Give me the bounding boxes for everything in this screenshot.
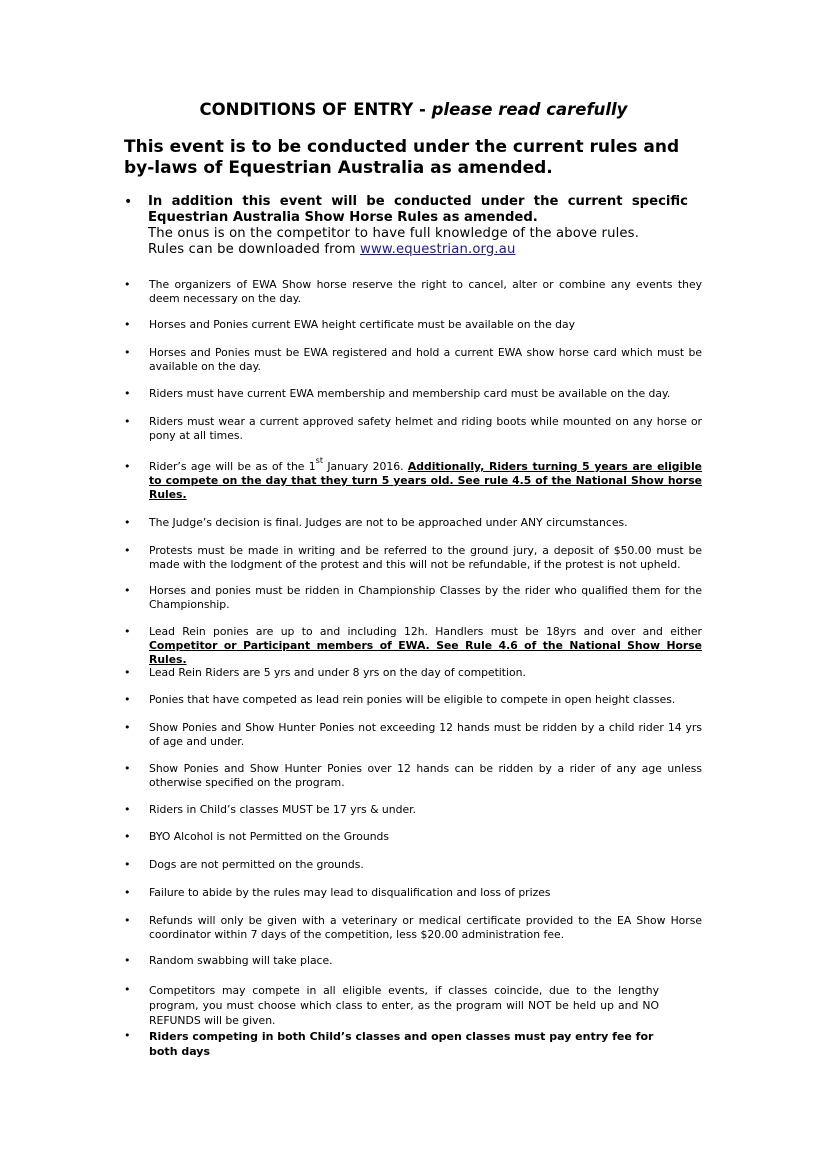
bullet-icon: • (124, 318, 131, 331)
list-item-text: Refunds will only be given with a veterinary or medical certificate provided to the EA Show Horse coordinator within 7 days of the competition, less $20.00 administration fee. (149, 914, 702, 941)
list-item-text: Horses and Ponies current EWA height certificate must be available on the day (149, 318, 576, 331)
bullet-icon: • (124, 803, 131, 816)
age-rule-date: January 2016. (322, 460, 408, 473)
title-main: CONDITIONS OF ENTRY - (199, 100, 432, 119)
list-item-text: Riders must wear a current approved safety helmet and riding boots while mounted on any horse or pony at all times. (149, 415, 702, 442)
bullet-icon: • (124, 1029, 131, 1042)
bullet-icon: • (124, 194, 133, 210)
intro-bold-text: In addition this event will be conducted under the current specific Equestrian Australia Show Horse Rules as amended. (148, 194, 688, 225)
list-item-text: The organizers of EWA Show horse reserve the right to cancel, alter or combine any events they deem necessary on the day. (149, 278, 702, 305)
ordinal-suffix: st (315, 456, 323, 466)
bullet-icon: • (124, 625, 131, 638)
bullet-icon: • (124, 516, 131, 529)
bullet-icon: • (124, 983, 131, 996)
bullet-icon: • (124, 584, 131, 597)
bullet-icon: • (124, 346, 131, 359)
lead-rein-text: Lead Rein ponies are up to and including 12h. Handlers must be 18yrs and over and either (149, 625, 702, 638)
age-rule-text: Rider’s age will be as of the 1 (149, 460, 316, 473)
bullet-icon: • (124, 830, 131, 843)
list-item-text: Ponies that have competed as lead rein ponies will be eligible to compete in open height classes. (149, 693, 676, 706)
list-item-text: Horses and ponies must be ridden in Championship Classes by the rider who qualified them for the Championship. (149, 584, 702, 611)
bullet-icon: • (124, 544, 131, 557)
age-rule-emphasis: Additionally, Riders turning 5 years are eligible to compete on the day that they turn 5 years old. See rule 4.5 of the National Show horse Rules. (149, 460, 702, 501)
bullet-icon: • (124, 954, 131, 967)
list-item-text: Horses and Ponies must be EWA registered and hold a current EWA show horse card which must be available on the day. (149, 346, 702, 373)
list-item-text: Riders competing in both Child’s classes and open classes must pay entry fee for both days (149, 1030, 654, 1058)
list-item-text: Lead Rein Riders are 5 yrs and under 8 yrs on the day of competition. (149, 666, 526, 679)
bullet-icon: • (124, 415, 131, 428)
title-emphasis: please read carefully (431, 100, 628, 119)
intro-line-1: The onus is on the competitor to have full knowledge of the above rules. (148, 226, 640, 241)
intro-line-2: Rules can be downloaded from (148, 242, 361, 257)
bullet-icon: • (124, 721, 131, 734)
bullet-icon: • (124, 278, 131, 291)
list-item-text: Protests must be made in writing and be referred to the ground jury, a deposit of $50.00 must be made with the lodgment of the protest and this will not be refundable, if the protest is not upheld. (149, 544, 702, 571)
list-item-text: Dogs are not permitted on the grounds. (149, 858, 364, 871)
list-item-text: Show Ponies and Show Hunter Ponies over 12 hands can be ridden by a rider of any age unless otherwise specified on the program. (149, 762, 702, 789)
bullet-icon: • (124, 666, 131, 679)
list-item-text: Failure to abide by the rules may lead to disqualification and loss of prizes (149, 886, 551, 899)
list-item-text: BYO Alcohol is not Permitted on the Grounds (149, 830, 390, 843)
bullet-icon: • (124, 762, 131, 775)
bullet-icon: • (124, 886, 131, 899)
equestrian-website-link[interactable]: www.equestrian.org.au (360, 242, 516, 257)
list-item-text: Riders in Child’s classes MUST be 17 yrs & under. (149, 803, 416, 816)
list-item-text (149, 456, 702, 502)
bullet-icon: • (124, 460, 131, 473)
bullet-icon: • (124, 858, 131, 871)
page-subtitle: This event is to be conducted under the current rules and by-laws of Equestrian Australia as amended. (124, 137, 680, 178)
list-item-text (149, 625, 702, 667)
list-item-text: Competitors may compete in all eligible events, if classes coincide, due to the lengthy program, you must choose which class to enter, as the program will NOT be held up and NO REFUNDS will be given. (149, 984, 659, 1027)
list-item-text: Riders must have current EWA membership and membership card must be available on the day. (149, 387, 671, 400)
bullet-icon: • (124, 914, 131, 927)
page-title (0, 100, 827, 119)
bullet-icon: • (124, 693, 131, 706)
lead-rein-emphasis: Competitor or Participant members of EWA. See Rule 4.6 of the National Show Horse Rules. (149, 639, 702, 666)
list-item-text: Show Ponies and Show Hunter Ponies not exceeding 12 hands must be ridden by a child rider 14 yrs of age and under. (149, 721, 702, 748)
list-item-text: The Judge’s decision is final. Judges are not to be approached under ANY circumstances. (149, 516, 628, 529)
bullet-icon: • (124, 387, 131, 400)
list-item-text: Random swabbing will take place. (149, 954, 333, 967)
